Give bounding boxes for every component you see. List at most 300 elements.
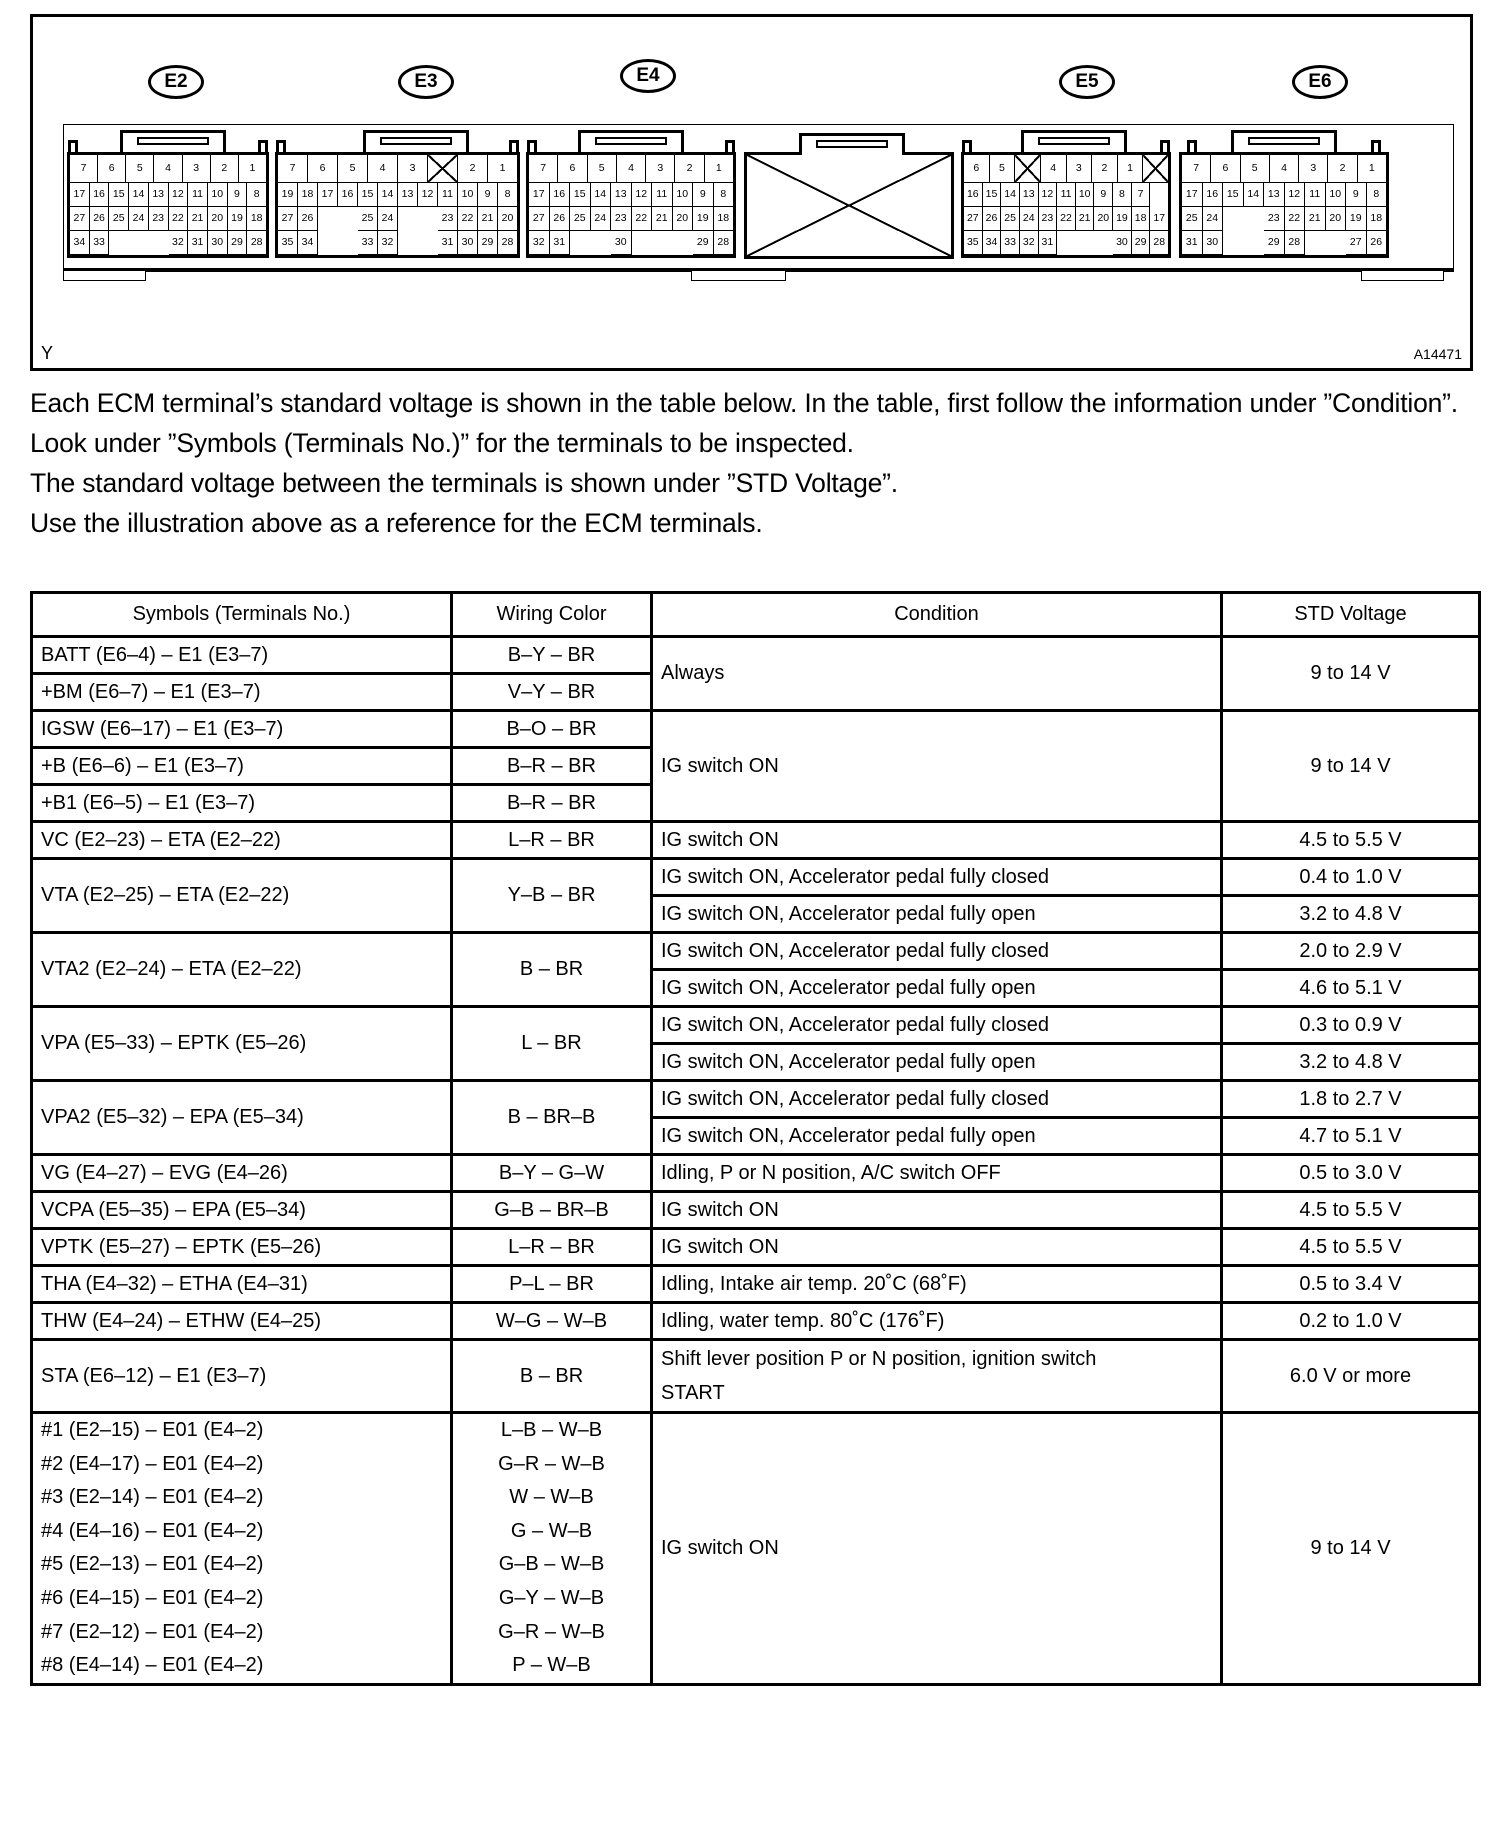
terminal-pin: 24 — [1203, 207, 1224, 231]
connector-ear — [962, 140, 972, 152]
empty-slot — [591, 231, 612, 255]
symbol-cell: VC (E2–23) – ETA (E2–22) — [32, 822, 452, 859]
connector-latch — [1231, 130, 1337, 152]
unused-connector-crossed — [744, 152, 954, 259]
wiring-color-cell: B–O – BR — [452, 711, 652, 748]
terminal-pin: 12 — [1039, 183, 1058, 207]
voltage-cell: 0.5 to 3.4 V — [1222, 1266, 1480, 1303]
connector-ear — [509, 140, 519, 152]
pin-row — [1182, 231, 1386, 255]
pin-row — [529, 231, 733, 255]
terminal-pin: 10 — [1076, 183, 1095, 207]
terminal-pin: 10 — [1326, 183, 1347, 207]
connector-ear — [68, 140, 78, 152]
terminal-pin: 26 — [1367, 231, 1387, 255]
pin-row — [1182, 155, 1386, 183]
terminal-pin: 25 — [109, 207, 129, 231]
connector-latch — [578, 130, 684, 152]
ecm-voltage-table — [30, 591, 1481, 1686]
figure-id: A14471 — [1413, 346, 1462, 362]
connector-label-e5: E5 — [1059, 65, 1115, 99]
pin-row — [70, 155, 266, 183]
terminal-pin: 6 — [1211, 155, 1240, 182]
pin-row — [1182, 207, 1386, 231]
terminal-pin: 22 — [169, 207, 189, 231]
wiring-color-cell — [452, 1413, 652, 1685]
terminal-pin: 10 — [458, 183, 478, 207]
connector-ear — [527, 140, 537, 152]
symbol-cell: VTA (E2–25) – ETA (E2–22) — [32, 859, 452, 933]
pin-row — [529, 155, 733, 183]
symbol-cell: THA (E4–32) – ETHA (E4–31) — [32, 1266, 452, 1303]
terminal-pin: 8 — [498, 183, 517, 207]
terminal-pin: 2 — [1328, 155, 1357, 182]
symbol-cell: VPA2 (E5–32) – EPA (E5–34) — [32, 1081, 452, 1155]
table-row — [32, 822, 1480, 859]
symbol-cell — [32, 1413, 452, 1685]
instructions-text — [30, 383, 1490, 543]
terminal-pin: 28 — [247, 231, 266, 255]
table-row — [32, 1155, 1480, 1192]
instruction-line: Look under ”Symbols (Terminals No.)” for the terminals to be inspected. — [30, 428, 854, 458]
condition-cell: IG switch ON, Accelerator pedal fully closed — [652, 1081, 1222, 1118]
voltage-cell: 3.2 to 4.8 V — [1222, 1044, 1480, 1081]
terminal-pin: 5 — [1241, 155, 1270, 182]
empty-slot — [1223, 231, 1244, 255]
connector-latch — [799, 133, 905, 155]
terminal-pin: 31 — [1039, 231, 1058, 255]
terminal-pin: 34 — [983, 231, 1002, 255]
terminal-pin: 12 — [632, 183, 653, 207]
condition-cell: IG switch ON — [652, 1413, 1222, 1685]
terminal-pin: 25 — [1182, 207, 1203, 231]
condition-cell: IG switch ON, Accelerator pedal fully open — [652, 1118, 1222, 1155]
terminal-pin: 32 — [1020, 231, 1039, 255]
empty-slot — [338, 231, 358, 255]
terminal-pin: 5 — [588, 155, 617, 182]
housing-tab-right — [1361, 271, 1444, 281]
terminal-pin: 9 — [1346, 183, 1367, 207]
table-header-row — [32, 593, 1480, 637]
terminal-pin: 10 — [673, 183, 694, 207]
terminal-pin: 20 — [498, 207, 517, 231]
terminal-pin: 20 — [208, 207, 228, 231]
empty-slot — [338, 207, 358, 231]
pin-grid-e6 — [1179, 152, 1389, 258]
terminal-pin: 14 — [378, 183, 398, 207]
voltage-cell: 0.4 to 1.0 V — [1222, 859, 1480, 896]
terminal-pin: 21 — [188, 207, 208, 231]
table-row — [32, 711, 1480, 748]
empty-slot — [1305, 231, 1326, 255]
terminal-pin: 24 — [591, 207, 612, 231]
connector-ear — [276, 140, 286, 152]
terminal-pin: 3 — [183, 155, 211, 182]
instruction-line: Use the illustration above as a reference for the ECM terminals. — [30, 508, 763, 538]
terminal-pin: 23 — [1039, 207, 1058, 231]
terminal-pin: 5 — [126, 155, 154, 182]
connector-ear — [1371, 140, 1381, 152]
terminal-pin: 16 — [90, 183, 110, 207]
wiring-color-cell: B–Y – G–W — [452, 1155, 652, 1192]
wiring-color-cell: B–R – BR — [452, 785, 652, 822]
injector-color: G–R – W–B — [498, 1620, 605, 1643]
terminal-pin: 19 — [1113, 207, 1132, 231]
pin-row — [278, 183, 517, 207]
terminal-pin: 18 — [1367, 207, 1387, 231]
connector-latch — [120, 130, 226, 152]
voltage-cell: 4.7 to 5.1 V — [1222, 1118, 1480, 1155]
condition-line: Shift lever position P or N position, ignition switch — [661, 1348, 1097, 1370]
terminal-pin: 21 — [478, 207, 498, 231]
condition-cell: IG switch ON — [652, 1229, 1222, 1266]
terminal-pin: 4 — [1270, 155, 1299, 182]
table-row — [32, 1229, 1480, 1266]
terminal-pin: 8 — [714, 183, 734, 207]
terminal-pin: 19 — [1346, 207, 1367, 231]
terminal-pin: 6 — [308, 155, 338, 182]
terminal-pin: 8 — [1367, 183, 1387, 207]
symbol-cell: STA (E6–12) – E1 (E3–7) — [32, 1340, 452, 1413]
pin-row — [529, 183, 733, 207]
empty-slot — [129, 231, 149, 255]
terminal-pin: 21 — [1076, 207, 1095, 231]
terminal-pin: 29 — [693, 231, 714, 255]
symbol-cell: +BM (E6–7) – E1 (E3–7) — [32, 674, 452, 711]
table-row — [32, 1081, 1480, 1118]
terminal-pin: 17 — [1182, 183, 1203, 207]
symbol-cell: +B (E6–6) – E1 (E3–7) — [32, 748, 452, 785]
terminal-pin: 7 — [278, 155, 308, 182]
wiring-color-cell: L–R – BR — [452, 1229, 652, 1266]
wiring-color-cell: B – BR — [452, 1340, 652, 1413]
terminal-pin: 7 — [70, 155, 98, 182]
terminal-pin: 23 — [1264, 207, 1285, 231]
pin-row — [278, 231, 517, 255]
pin-grid-e4 — [526, 152, 736, 258]
table-row-injectors — [32, 1413, 1480, 1685]
terminal-pin: 3 — [1067, 155, 1093, 182]
pin-row — [964, 207, 1168, 231]
wiring-color-cell: B–R – BR — [452, 748, 652, 785]
injector-color: L–B – W–B — [500, 1419, 603, 1441]
empty-slot — [1057, 231, 1076, 255]
condition-cell: IG switch ON, Accelerator pedal fully closed — [652, 859, 1222, 896]
connector-label-e3: E3 — [398, 65, 454, 99]
terminal-pin: 13 — [611, 183, 632, 207]
symbol-cell: +B1 (E6–5) – E1 (E3–7) — [32, 785, 452, 822]
terminal-pin: 12 — [169, 183, 189, 207]
terminal-pin: 30 — [1203, 231, 1224, 255]
empty-slot — [318, 231, 338, 255]
unused-pin-cross — [1143, 155, 1168, 182]
voltage-cell: 0.3 to 0.9 V — [1222, 1007, 1480, 1044]
injector-symbol: #6 (E4–15) – E01 (E4–2) — [41, 1586, 264, 1609]
terminal-pin: 22 — [632, 207, 653, 231]
empty-slot — [632, 231, 653, 255]
table-row — [32, 859, 1480, 896]
terminal-pin: 30 — [208, 231, 228, 255]
terminal-pin: 26 — [90, 207, 110, 231]
terminal-pin: 28 — [1285, 231, 1306, 255]
terminal-pin: 15 — [358, 183, 378, 207]
terminal-pin: 1 — [1118, 155, 1144, 182]
terminal-pin: 16 — [964, 183, 983, 207]
voltage-cell: 2.0 to 2.9 V — [1222, 933, 1480, 970]
header-symbols: Symbols (Terminals No.) — [32, 593, 452, 637]
terminal-pin: 26 — [983, 207, 1002, 231]
terminal-pin: 6 — [558, 155, 587, 182]
terminal-pin: 15 — [109, 183, 129, 207]
terminal-pin: 13 — [398, 183, 418, 207]
symbol-cell: BATT (E6–4) – E1 (E3–7) — [32, 637, 452, 674]
pin-row — [964, 155, 1168, 183]
terminal-pin: 3 — [398, 155, 428, 182]
terminal-pin: 31 — [550, 231, 571, 255]
empty-slot — [1326, 231, 1347, 255]
terminal-pin: 29 — [1132, 231, 1151, 255]
symbol-cell: VTA2 (E2–24) – ETA (E2–22) — [32, 933, 452, 1007]
wiring-color-cell: G–B – BR–B — [452, 1192, 652, 1229]
table-row — [32, 1192, 1480, 1229]
terminal-pin: 16 — [550, 183, 571, 207]
injector-symbol: #2 (E4–17) – E01 (E4–2) — [41, 1452, 264, 1475]
unused-pin-cross — [1015, 155, 1041, 182]
voltage-cell: 6.0 V or more — [1222, 1340, 1480, 1413]
terminal-pin: 3 — [646, 155, 675, 182]
pin-grid-e2 — [67, 152, 269, 258]
terminal-pin: 32 — [529, 231, 550, 255]
terminal-pin: 23 — [611, 207, 632, 231]
terminal-pin: 34 — [298, 231, 318, 255]
injector-color: G–Y – W–B — [498, 1586, 605, 1609]
empty-slot — [1076, 231, 1095, 255]
voltage-cell: 9 to 14 V — [1222, 711, 1480, 822]
connector-label-e2: E2 — [148, 65, 204, 99]
pin-row — [278, 207, 517, 231]
voltage-cell: 4.6 to 5.1 V — [1222, 970, 1480, 1007]
terminal-pin: 1 — [1368, 162, 1375, 174]
terminal-pin: 35 — [964, 231, 983, 255]
terminal-pin: 1 — [715, 162, 722, 174]
condition-cell: IG switch ON — [652, 822, 1222, 859]
wiring-color-cell: L–R – BR — [452, 822, 652, 859]
condition-cell: IG switch ON, Accelerator pedal fully closed — [652, 1007, 1222, 1044]
terminal-pin: 31 — [1182, 231, 1203, 255]
housing-tab-center — [691, 271, 786, 281]
empty-slot — [418, 231, 438, 255]
table-row — [32, 1007, 1480, 1044]
empty-slot — [1094, 231, 1113, 255]
terminal-pin: 27 — [70, 207, 90, 231]
terminal-pin: 29 — [228, 231, 248, 255]
terminal-pin: 33 — [358, 231, 378, 255]
terminal-pin: 33 — [90, 231, 110, 255]
condition-cell: IG switch ON, Accelerator pedal fully open — [652, 896, 1222, 933]
empty-slot — [109, 231, 129, 255]
terminal-pin: 13 — [1264, 183, 1285, 207]
terminal-pin: 27 — [964, 207, 983, 231]
empty-slot — [318, 207, 338, 231]
terminal-pin: 24 — [1020, 207, 1039, 231]
terminal-pin: 14 — [591, 183, 612, 207]
condition-cell: IG switch ON, Accelerator pedal fully open — [652, 970, 1222, 1007]
injector-color: G–R – W–B — [498, 1452, 605, 1475]
terminal-pin: 11 — [1057, 183, 1076, 207]
wiring-color-cell: V–Y – BR — [452, 674, 652, 711]
terminal-pin: 1 — [499, 162, 506, 174]
terminal-pin: 22 — [1057, 207, 1076, 231]
wiring-color-cell: B–Y – BR — [452, 637, 652, 674]
table-row — [32, 933, 1480, 970]
pin-row — [70, 183, 266, 207]
terminal-pin: 12 — [418, 183, 438, 207]
terminal-pin: 13 — [149, 183, 169, 207]
injector-color: G–B – W–B — [498, 1553, 605, 1576]
pin-grid-e3 — [275, 152, 520, 258]
terminal-pin: 14 — [129, 183, 149, 207]
terminal-pin: 33 — [1001, 231, 1020, 255]
terminal-pin: 17 — [1150, 207, 1168, 231]
connector-ear — [725, 140, 735, 152]
figure-corner-code: Y — [41, 343, 54, 363]
terminal-pin: 15 — [1223, 183, 1244, 207]
condition-cell — [652, 1340, 1222, 1413]
terminal-pin: 15 — [570, 183, 591, 207]
terminal-pin: 21 — [1305, 207, 1326, 231]
terminal-pin: 15 — [983, 183, 1002, 207]
terminal-pin: 9 — [228, 183, 248, 207]
condition-cell: IG switch ON — [652, 1192, 1222, 1229]
terminal-pin: 5 — [990, 155, 1016, 182]
symbol-cell: VPTK (E5–27) – EPTK (E5–26) — [32, 1229, 452, 1266]
table-row — [32, 1303, 1480, 1340]
wiring-color-cell: B – BR–B — [452, 1081, 652, 1155]
connector-label-e6: E6 — [1292, 65, 1348, 99]
condition-line: START — [661, 1382, 725, 1404]
terminal-pin: 18 — [247, 207, 266, 231]
terminal-pin: 16 — [338, 183, 358, 207]
terminal-pin: 27 — [1346, 231, 1367, 255]
terminal-pin: 4 — [617, 155, 646, 182]
voltage-cell: 9 to 14 V — [1222, 637, 1480, 711]
voltage-cell: 0.5 to 3.0 V — [1222, 1155, 1480, 1192]
terminal-pin: 7 — [529, 155, 558, 182]
terminal-pin: 29 — [478, 231, 498, 255]
terminal-pin: 18 — [714, 207, 734, 231]
terminal-pin: 25 — [570, 207, 591, 231]
connector-ear — [1187, 140, 1197, 152]
injector-symbol: #7 (E2–12) – E01 (E4–2) — [41, 1620, 264, 1643]
terminal-pin: 6 — [98, 155, 126, 182]
condition-cell: Idling, water temp. 80˚C (176˚F) — [652, 1303, 1222, 1340]
condition-cell: IG switch ON, Accelerator pedal fully closed — [652, 933, 1222, 970]
pin-row — [529, 207, 733, 231]
terminal-pin: 4 — [368, 155, 398, 182]
terminal-pin: 28 — [498, 231, 517, 255]
terminal-pin: 27 — [278, 207, 298, 231]
connector-e4 — [526, 152, 736, 258]
terminal-pin: 11 — [438, 183, 458, 207]
terminal-pin: 32 — [169, 231, 189, 255]
terminal-pin: 4 — [154, 155, 182, 182]
terminal-pin: 4 — [1041, 155, 1067, 182]
terminal-pin: 24 — [378, 207, 398, 231]
injector-symbol: #1 (E2–15) – E01 (E4–2) — [41, 1419, 264, 1441]
terminal-pin: 2 — [1092, 155, 1118, 182]
connector-latch — [1021, 130, 1127, 152]
terminal-pin: 25 — [1001, 207, 1020, 231]
unused-pin-cross — [428, 155, 458, 182]
symbol-cell: VG (E4–27) – EVG (E4–26) — [32, 1155, 452, 1192]
terminal-pin: 20 — [1094, 207, 1113, 231]
injector-color: W – W–B — [509, 1486, 594, 1509]
pin-row — [964, 231, 1168, 255]
connector-ear — [1160, 140, 1170, 152]
pin-row — [70, 231, 266, 255]
empty-slot — [1150, 183, 1168, 207]
voltage-cell: 9 to 14 V — [1222, 1413, 1480, 1685]
terminal-pin: 20 — [673, 207, 694, 231]
empty-slot — [398, 207, 418, 231]
terminal-pin: 32 — [378, 231, 398, 255]
empty-slot — [398, 231, 418, 255]
voltage-cell: 0.2 to 1.0 V — [1222, 1303, 1480, 1340]
housing-tab-left — [63, 271, 146, 281]
connector-e5 — [961, 152, 1171, 258]
terminal-pin: 17 — [318, 183, 338, 207]
voltage-cell: 4.5 to 5.5 V — [1222, 822, 1480, 859]
terminal-pin: 30 — [458, 231, 478, 255]
wiring-color-cell: Y–B – BR — [452, 859, 652, 933]
terminal-pin: 28 — [714, 231, 734, 255]
terminal-pin: 9 — [693, 183, 714, 207]
instruction-line: Each ECM terminal’s standard voltage is shown in the table below. In the table, first follow the information under ”Condition”. — [30, 388, 1458, 418]
wiring-color-cell: B – BR — [452, 933, 652, 1007]
terminal-pin: 24 — [129, 207, 149, 231]
injector-color: G – W–B — [510, 1519, 593, 1542]
terminal-pin: 20 — [1326, 207, 1347, 231]
terminal-pin: 30 — [611, 231, 632, 255]
voltage-cell: 3.2 to 4.8 V — [1222, 896, 1480, 933]
empty-slot — [1244, 231, 1265, 255]
voltage-cell: 4.5 to 5.5 V — [1222, 1192, 1480, 1229]
terminal-pin: 31 — [188, 231, 208, 255]
terminal-pin: 23 — [438, 207, 458, 231]
condition-cell: Idling, P or N position, A/C switch OFF — [652, 1155, 1222, 1192]
condition-cell: Idling, Intake air temp. 20˚C (68˚F) — [652, 1266, 1222, 1303]
terminal-pin: 26 — [298, 207, 318, 231]
table-row — [32, 1266, 1480, 1303]
terminal-pin: 8 — [1113, 183, 1132, 207]
table-row — [32, 1340, 1480, 1413]
terminal-pin: 28 — [1150, 231, 1168, 255]
connector-e2 — [67, 152, 269, 258]
terminal-pin: 2 — [211, 155, 239, 182]
terminal-pin: 30 — [1113, 231, 1132, 255]
wiring-color-cell: P–L – BR — [452, 1266, 652, 1303]
connector-latch — [363, 130, 469, 152]
terminal-pin: 11 — [1305, 183, 1326, 207]
terminal-pin: 22 — [458, 207, 478, 231]
instruction-line: The standard voltage between the terminals is shown under ”STD Voltage”. — [30, 468, 898, 498]
terminal-pin: 31 — [438, 231, 458, 255]
injector-color: P – W–B — [512, 1654, 591, 1677]
symbol-cell: THW (E4–24) – ETHW (E4–25) — [32, 1303, 452, 1340]
terminal-pin: 12 — [1285, 183, 1306, 207]
terminal-pin: 2 — [458, 155, 488, 182]
terminal-pin: 9 — [478, 183, 498, 207]
